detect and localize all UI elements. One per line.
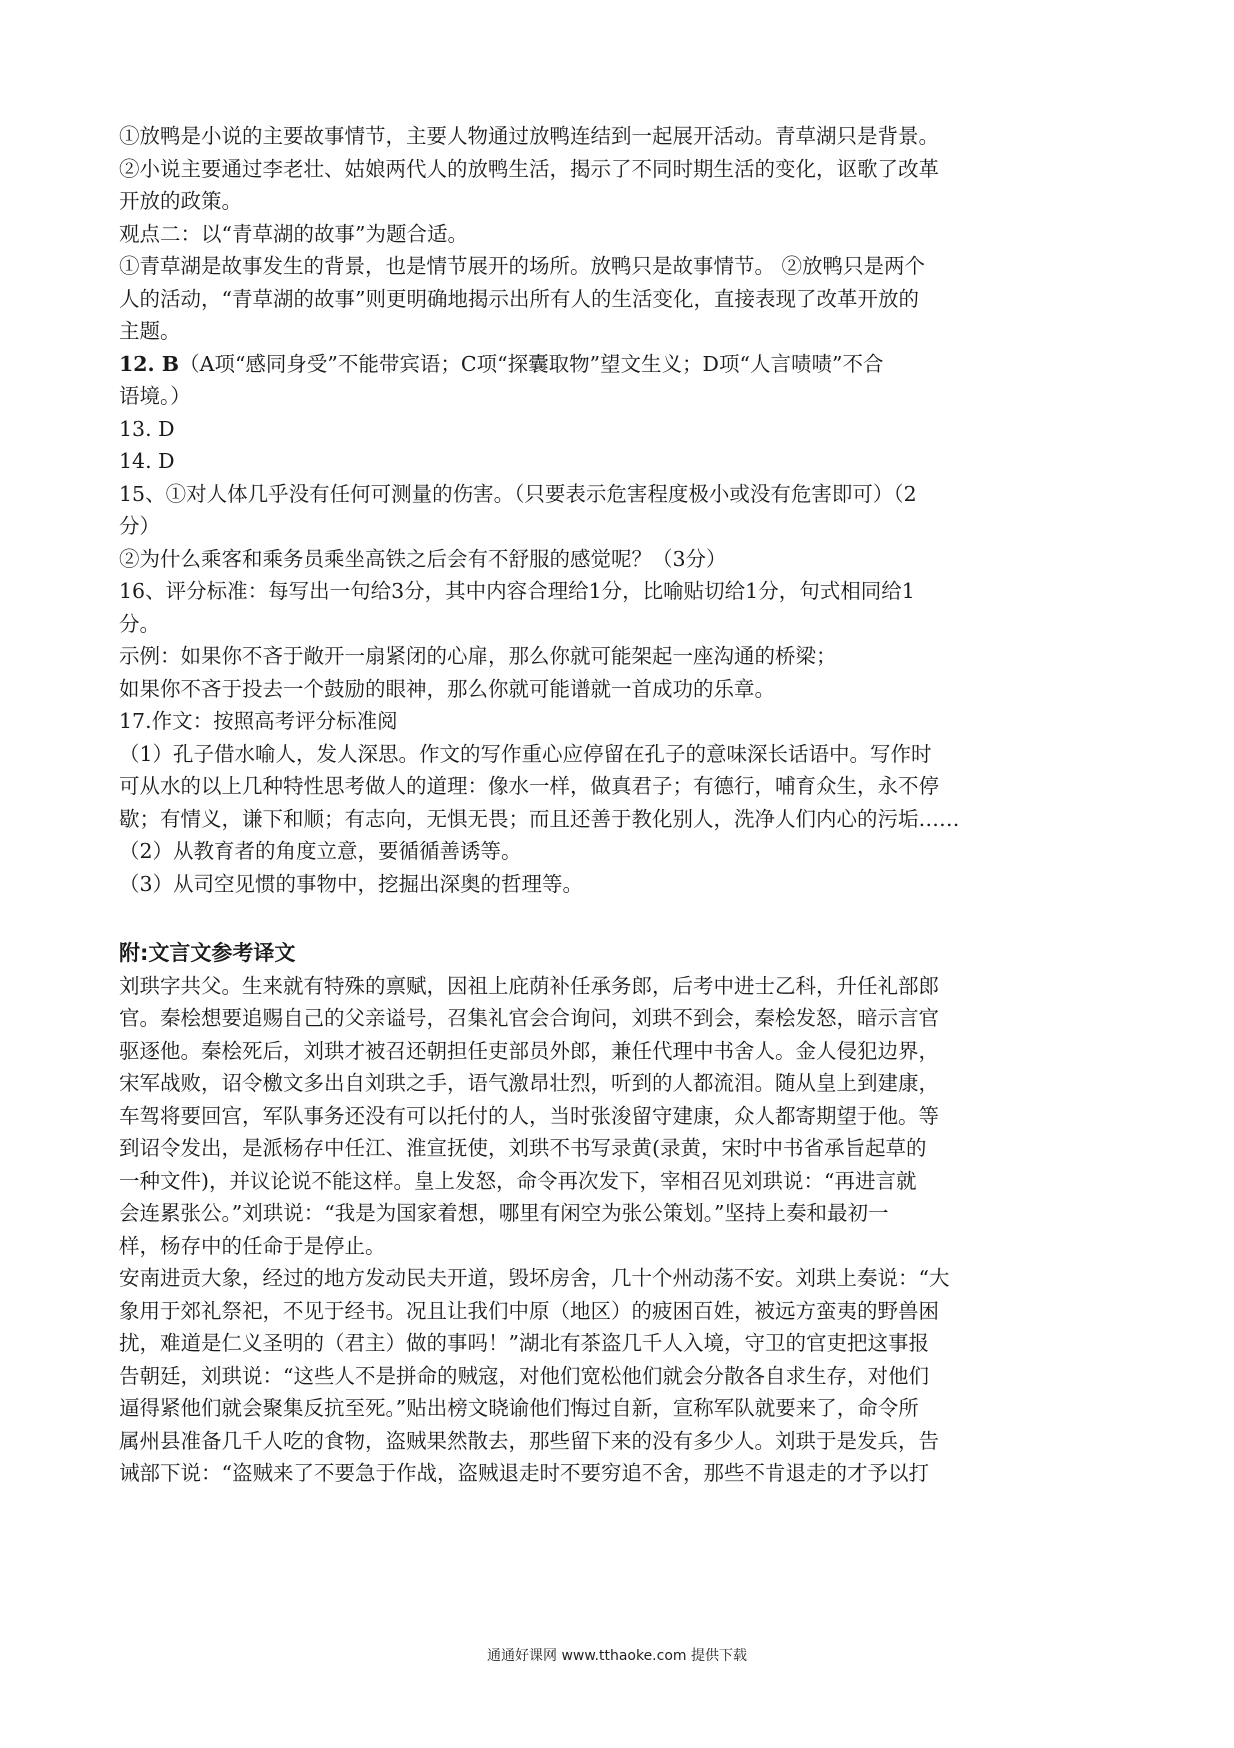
answer-line: （3）从司空见惯的事物中，挖掘出深奥的哲理等。: [119, 871, 584, 896]
translation-line: 诫部下说：“盗贼来了不要急于作战，盗贼退走时不要穷追不舍，那些不肯退走的才予以打: [119, 1461, 929, 1485]
answer-line: 语境。）: [119, 384, 191, 408]
answer-line: 分）: [119, 514, 160, 538]
answer-line: 示例：如果你不吝于敞开一扇紧闭的心扉，那么你就可能架起一座沟通的桥梁；: [119, 644, 837, 668]
question-12-explanation: （A项“感同身受”不能带宾语；C项“探囊取物”望文生义；D项“人言啧啧”不合: [179, 351, 884, 376]
answer-key-content: [119, 120, 1119, 1490]
section-spacer: [119, 900, 1119, 937]
question-12-answer: 12. B: [119, 351, 180, 376]
translation-line: 告朝廷，刘珙说：“这些人不是拼命的贼寇，对他们宽松他们就会分散各自求生存，对他们: [119, 1363, 929, 1388]
translation-line: 到诏令发出，是派杨存中任江、淮宣抚使，刘珙不书写录黄(录黄，宋时中书省承旨起草的: [119, 1136, 927, 1160]
question-17: 17.作文：按照高考评分标准阅: [119, 709, 398, 733]
translation-line: 一种文件)，并议论说不能这样。皇上发怒，命令再次发下，宰相召见刘珙说：“再进言就: [119, 1168, 917, 1193]
answer-line: 主题。: [119, 319, 181, 343]
answer-line: （1）孔子借水喻人，发人深思。作文的写作重心应停留在孔子的意味深长话语中。写作时: [119, 741, 932, 766]
answer-line: ②小说主要通过李老壮、姑娘两代人的放鸭生活，揭示了不同时期生活的变化，讴歌了改革: [119, 156, 939, 181]
answer-line: 开放的政策。: [119, 189, 242, 213]
translation-line: 象用于郊礼祭祀，不见于经书。况且让我们中原（地区）的疲困百姓，被远方蛮夷的野兽困: [119, 1298, 939, 1323]
question-13: 13. D: [119, 416, 175, 441]
translation-line: 驱逐他。秦桧死后，刘珙才被召还朝担任吏部员外郎，兼任代理中书舍人。金人侵犯边界，: [119, 1038, 939, 1063]
translation-line: 逼得紧他们就会聚集反抗至死。”贴出榜文晓谕他们悔过自新，宣称军队就要来了，命令所: [119, 1396, 919, 1420]
answer-line: ①青草湖是故事发生的背景，也是情节展开的场所。放鸭只是故事情节。 ②放鸭只是两个: [119, 254, 926, 278]
question-14: 14. D: [119, 449, 175, 473]
translation-line: 官。秦桧想要追赐自己的父亲谥号，召集礼官会合询问，刘珙不到会，秦桧发怒，暗示言官: [119, 1006, 939, 1030]
translation-line: 属州县准备几千人吃的食物，盗贼果然散去，那些留下来的没有多少人。刘珙于是发兵，告: [119, 1428, 939, 1453]
answer-line: 歇；有情义，谦下和顺；有志向，无惧无畏；而且还善于教化别人，洗净人们内心的污垢……: [119, 806, 960, 831]
question-12: [119, 348, 1119, 381]
translation-line: 样，杨存中的任命于是停止。: [119, 1233, 386, 1258]
answer-line: ①放鸭是小说的主要故事情节，主要人物通过放鸭连结到一起展开活动。青草湖只是背景。: [119, 124, 939, 148]
answer-line: 人的活动，“青草湖的故事”则更明确地揭示出所有人的生活变化，直接表现了改革开放的: [119, 286, 919, 311]
appendix-heading: 附:文言文参考译文: [119, 941, 296, 965]
translation-line: 车驾将要回宫，军队事务还没有可以托付的人，当时张浚留守建康，众人都寄期望于他。等: [119, 1103, 939, 1128]
page-footer: 通通好课网 www.tthaoke.com 提供下载: [487, 1648, 747, 1664]
translation-line: 会连累张公。”刘珙说：“我是为国家着想，哪里有闲空为张公策划。”坚持上奏和最初一: [119, 1201, 889, 1225]
answer-line: 如果你不吝于投去一个鼓励的眼神，那么你就可能谱就一首成功的乐章。: [119, 676, 775, 701]
answer-line: 可从水的以上几种特性思考做人的道理：像水一样，做真君子；有德行，哺育众生，永不停: [119, 774, 939, 798]
question-15: 15、①对人体几乎没有任何可测量的伤害。（只要表示危害程度极小或没有危害即可）（2: [119, 481, 917, 506]
answer-line: ②为什么乘客和乘务员乘坐高铁之后会有不舒服的感觉呢？（3分）: [119, 546, 727, 571]
translation-line: 刘珙字共父。生来就有特殊的禀赋，因祖上庇荫补任承务郎，后考中进士乙科，升任礼部郎: [119, 973, 939, 998]
answer-line: 观点二：以“青草湖的故事”为题合适。: [119, 221, 468, 246]
translation-line: 宋军战败，诏令檄文多出自刘珙之手，语气激昂壮烈，听到的人都流泪。随从皇上到建康，: [119, 1071, 939, 1095]
question-16: 16、评分标准：每写出一句给3分，其中内容合理给1分，比喻贴切给1分，句式相同给1: [119, 579, 915, 603]
translation-line: 扰，难道是仁义圣明的（君主）做的事吗！”湖北有茶盗几千人入境，守卫的官吏把这事报: [119, 1331, 929, 1355]
answer-line: 分。: [119, 611, 160, 636]
answer-line: （2）从教育者的角度立意，要循循善诱等。: [119, 839, 522, 863]
translation-line: 安南进贡大象，经过的地方发动民夫开道，毁坏房舍，几十个州动荡不安。刘珙上奏说：“大: [119, 1266, 950, 1290]
